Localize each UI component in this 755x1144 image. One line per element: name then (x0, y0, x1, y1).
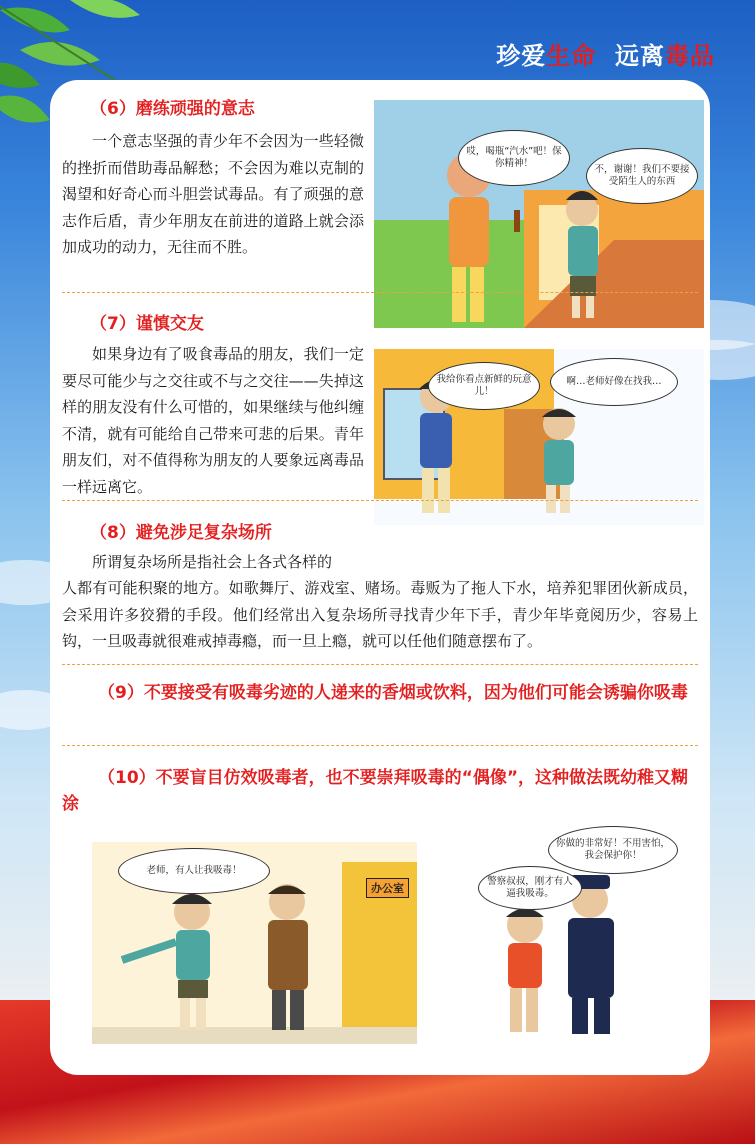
section-divider (62, 292, 698, 293)
section-divider (62, 664, 698, 665)
section-9-heading: （9）不要接受有吸毒劣迹的人递来的香烟或饮料，因为他们可能会诱骗你吸毒 (98, 683, 688, 703)
header-part3: 远离 (615, 42, 665, 70)
section-6-body: 一个意志坚强的青少年不会因为一些轻微的挫折而借助毒品解愁；不会因为难以克制的渴望和好奇心而斗胆尝试毒品。有了顽强的意志作后盾，青少年朋友在前进的道路上就会添加成功的动力，无往而不胜。 (62, 132, 364, 256)
section-divider (62, 500, 698, 501)
section-10-heading: （10）不要盲目仿效吸毒者，也不要崇拜吸毒的“偶像”，这种做法既幼稚又糊涂 (62, 768, 689, 814)
speech-bubble: 你做的非常好！不用害怕，我会保护你！ (548, 826, 678, 874)
speech-bubble: 啊…老师好像在找我… (550, 358, 678, 406)
header-part4: 毒品 (665, 42, 715, 70)
section-divider (62, 745, 698, 746)
header-part2: 生命 (546, 42, 597, 70)
office-door-sign: 办公室 (366, 878, 409, 898)
section-7-body: 如果身边有了吸食毒品的朋友，我们一定要尽可能少与之交往或不与之交往——失掉这样的朋友没有什么可惜的，如果继续与他纠缠不清，就有可能给自己带来可悲的后果。青年朋友们，对不值得称为朋友的人要象远离毒品一样远离它。 (62, 345, 364, 496)
section-7-heading: （7）谨慎交友 (90, 314, 204, 334)
speech-bubble: 警察叔叔，刚才有人逼我吸毒。 (478, 866, 582, 910)
section-8-body-first-line: 所谓复杂场所是指社会上各式各样的 (92, 553, 333, 571)
header-part1: 珍爱 (496, 42, 547, 70)
header-title (496, 36, 715, 71)
speech-bubble: 哎，喝瓶“汽水”吧！保你精神！ (458, 130, 570, 186)
speech-bubble: 不，谢谢！我们不要接受陌生人的东西 (586, 148, 698, 204)
section-6-heading: （6）磨练顽强的意志 (90, 99, 255, 119)
speech-bubble: 我给你看点新鲜的玩意儿！ (428, 362, 540, 410)
speech-bubble: 老师，有人让我吸毒！ (118, 848, 270, 894)
section-8-heading: （8）避免涉足复杂场所 (90, 523, 272, 543)
section-8-body: 人都有可能积聚的地方。如歌舞厅、游戏室、赌场。毒贩为了拖人下水，培养犯罪团伙新成员，会采用许多狡猾的手段。他们经常出入复杂场所寻找青少年下手，青少年毕竟阅历少，容易上钩，一旦吸毒就很难戒掉毒瘾，而一旦上瘾，就可以任他们随意摆布了。 (62, 579, 698, 650)
